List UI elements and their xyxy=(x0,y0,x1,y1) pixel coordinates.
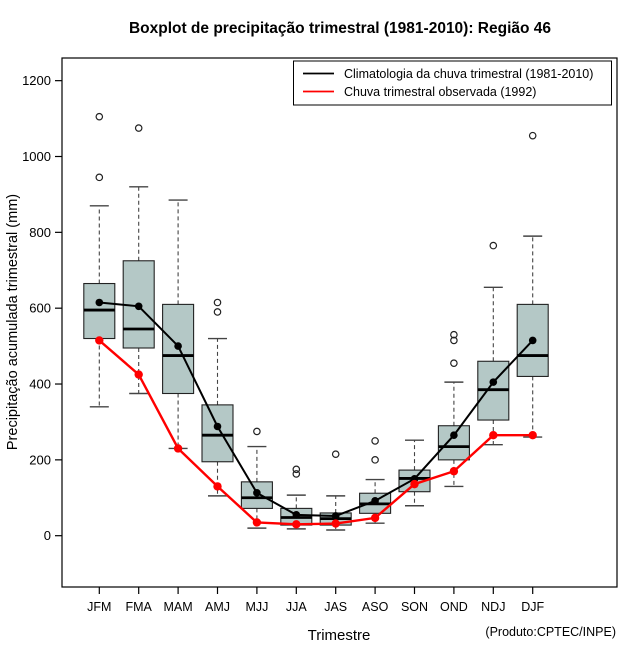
series-point-climatologia xyxy=(450,431,458,439)
series-point-observada xyxy=(410,480,418,488)
series-point-observada xyxy=(213,482,221,490)
x-tick-label: JAS xyxy=(324,600,348,614)
outlier-AMJ xyxy=(214,309,220,315)
legend xyxy=(294,61,612,105)
outlier-JFM xyxy=(96,113,102,119)
series-point-climatologia xyxy=(96,299,104,307)
x-tick-label: JFM xyxy=(87,600,112,614)
x-tick-label: AMJ xyxy=(205,600,230,614)
outlier-ASO xyxy=(372,438,378,444)
series-point-climatologia xyxy=(293,511,301,519)
chart-title: Boxplot de precipitação trimestral (1981-2010): Região 46 xyxy=(128,20,552,37)
series-point-observada xyxy=(135,370,143,378)
outlier-ASO xyxy=(372,457,378,463)
x-tick-label: OND xyxy=(440,600,468,614)
box-AMJ xyxy=(202,405,233,462)
series-point-observada xyxy=(253,518,261,526)
outlier-FMA xyxy=(136,125,142,131)
x-tick-label: MAM xyxy=(163,600,193,614)
y-tick-label: 1200 xyxy=(22,73,51,89)
outlier-JJA xyxy=(293,466,299,472)
series-point-observada xyxy=(174,444,182,452)
series-point-observada xyxy=(95,336,103,344)
y-tick-label: 800 xyxy=(29,224,51,240)
x-tick-label: ASO xyxy=(361,600,389,614)
outlier-MJJ xyxy=(254,428,260,434)
x-axis-label: Trimestre xyxy=(307,627,371,644)
x-tick-label: MJJ xyxy=(245,600,269,614)
outlier-AMJ xyxy=(214,299,220,305)
series-point-observada xyxy=(371,514,379,522)
box-OND xyxy=(438,426,469,460)
y-tick-label: 0 xyxy=(43,528,51,544)
x-tick-label: JJA xyxy=(285,600,307,614)
outlier-JAS xyxy=(333,451,339,457)
y-tick-label: 600 xyxy=(29,300,51,316)
legend-label-climatologia: Climatologia da chuva trimestral (1981-2010) xyxy=(344,67,594,81)
series-point-climatologia xyxy=(214,423,222,431)
product-note: (Produto:CPTEC/INPE) xyxy=(485,625,616,639)
series-point-climatologia xyxy=(371,497,379,505)
series-point-climatologia xyxy=(174,342,182,350)
series-point-climatologia xyxy=(529,337,537,345)
y-axis-label: Precipitação acumulada trimestral (mm) xyxy=(5,193,21,451)
outlier-JFM xyxy=(96,174,102,180)
series-point-climatologia xyxy=(490,378,498,386)
series-point-observada xyxy=(332,519,340,527)
plot-area xyxy=(22,58,617,614)
y-tick-label: 200 xyxy=(29,452,51,468)
series-point-observada xyxy=(450,467,458,475)
series-point-climatologia xyxy=(253,489,261,497)
series-point-climatologia xyxy=(332,512,340,520)
legend-label-observada: Chuva trimestral observada (1992) xyxy=(344,85,537,99)
x-tick-label: SON xyxy=(400,600,429,614)
y-tick-label: 1000 xyxy=(22,149,51,164)
outlier-OND xyxy=(451,360,457,366)
x-tick-label: DJF xyxy=(521,600,545,614)
series-point-observada xyxy=(292,520,300,528)
outlier-DJF xyxy=(530,132,536,138)
series-point-observada xyxy=(529,431,537,439)
x-tick-label: NDJ xyxy=(481,600,506,614)
x-tick-label: FMA xyxy=(125,600,152,614)
y-tick-label: 400 xyxy=(29,376,51,392)
outlier-NDJ xyxy=(490,242,496,248)
series-point-climatologia xyxy=(135,302,143,310)
series-point-observada xyxy=(489,431,497,439)
